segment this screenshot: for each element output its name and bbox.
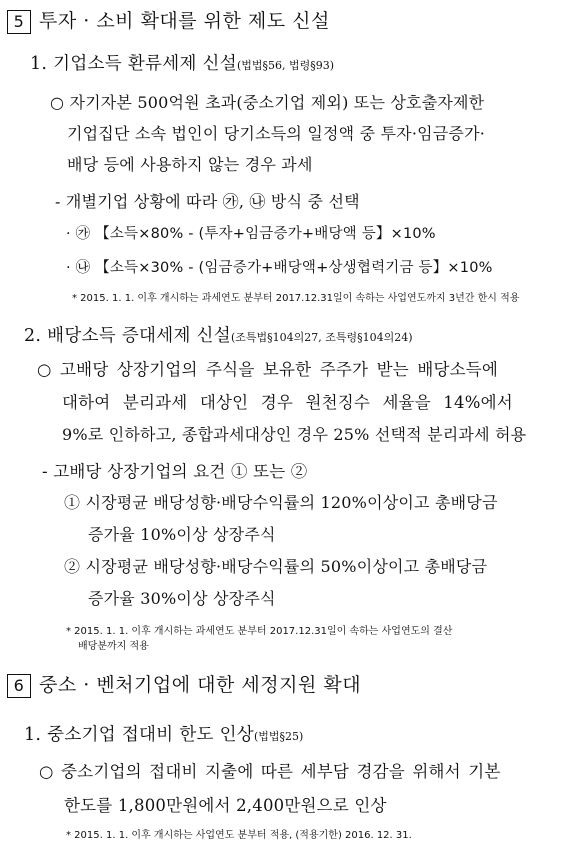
item-title: 1. 기업소득 환류세제 신설 (30, 54, 237, 74)
item-1-heading (30, 50, 580, 75)
item-2-heading (24, 322, 580, 347)
paragraph-line: 기업집단 소속 법인이 당기소득의 일정액 중 투자·임금증가· (67, 124, 486, 143)
section-title: 중소 · 벤처기업에 대한 세정지원 확대 (39, 674, 362, 696)
footnote: 배당분까지 적용 (78, 641, 149, 652)
item-6-1-heading (24, 721, 580, 746)
sub-point: - 고배당 상장기업의 요건 ① 또는 ② (42, 462, 308, 481)
section-number-box: 6 (7, 674, 31, 698)
law-reference: (법법§25) (254, 730, 304, 743)
requirement-2-line: ② 시장평균 배당성향·배당수익률의 50%이상이고 총배당금 (64, 557, 488, 576)
item-title: 1. 중소기업 접대비 한도 인상 (24, 725, 255, 745)
section-title: 투자 · 소비 확대를 위한 제도 신설 (39, 10, 330, 32)
paragraph-line: ○ 고배당 상장기업의 주식을 보유한 주주가 받는 배당소득에 (37, 360, 499, 379)
paragraph-line: ○ 중소기업의 접대비 지출에 따른 세부담 경감을 위해서 기본 (39, 762, 501, 781)
item-title: 2. 배당소득 증대세제 신설 (24, 326, 231, 346)
footnote: * 2015. 1. 1. 이후 개시하는 사업연도 분부터 적용, (적용기한) 2016. 12. 31. (66, 830, 412, 841)
footnote: * 2015. 1. 1. 이후 개시하는 과세연도 분부터 2017.12.31일이 속하는 사업연도의 결산 (66, 626, 453, 637)
paragraph-line: 한도를 1,800만원에서 2,400만원으로 인상 (64, 796, 387, 815)
requirement-2-line: 증가율 30%이상 상장주식 (88, 589, 276, 608)
sub-point: - 개별기업 상황에 따라 ㉮, ㉯ 방식 중 선택 (55, 192, 360, 211)
footnote: * 2015. 1. 1. 이후 개시하는 과세연도 분부터 2017.12.31일이 속하는 사업연도까지 3년간 한시 적용 (72, 293, 520, 304)
paragraph-line: 배당 등에 사용하지 않는 경우 과세 (67, 155, 313, 174)
section-5-heading (7, 6, 580, 34)
section-6-heading (7, 670, 580, 698)
section-number-box: 5 (7, 10, 31, 34)
requirement-1-line: 증가율 10%이상 상장주식 (88, 525, 276, 544)
formula-a: · ㉮ 【소득×80% - (투자+임금증가+배당액 등】×10% (66, 226, 436, 242)
requirement-1-line: ① 시장평균 배당성향·배당수익률의 120%이상이고 총배당금 (64, 493, 498, 512)
law-reference: (조특법§104의27, 조특령§104의24) (230, 331, 413, 344)
formula-b: · ㉯ 【소득×30% - (임금증가+배당액+상생협력기금 등】×10% (66, 260, 493, 276)
paragraph-line: 9%로 인하하고, 종합과세대상인 경우 25% 선택적 분리과세 허용 (62, 425, 527, 444)
paragraph-line: ○ 자기자본 500억원 초과(중소기업 제외) 또는 상호출자제한 (50, 93, 485, 112)
paragraph-line: 대하여 분리과세 대상인 경우 원천징수 세율을 14%에서 (62, 393, 513, 412)
law-reference: (법법§56, 법령§93) (236, 59, 335, 72)
